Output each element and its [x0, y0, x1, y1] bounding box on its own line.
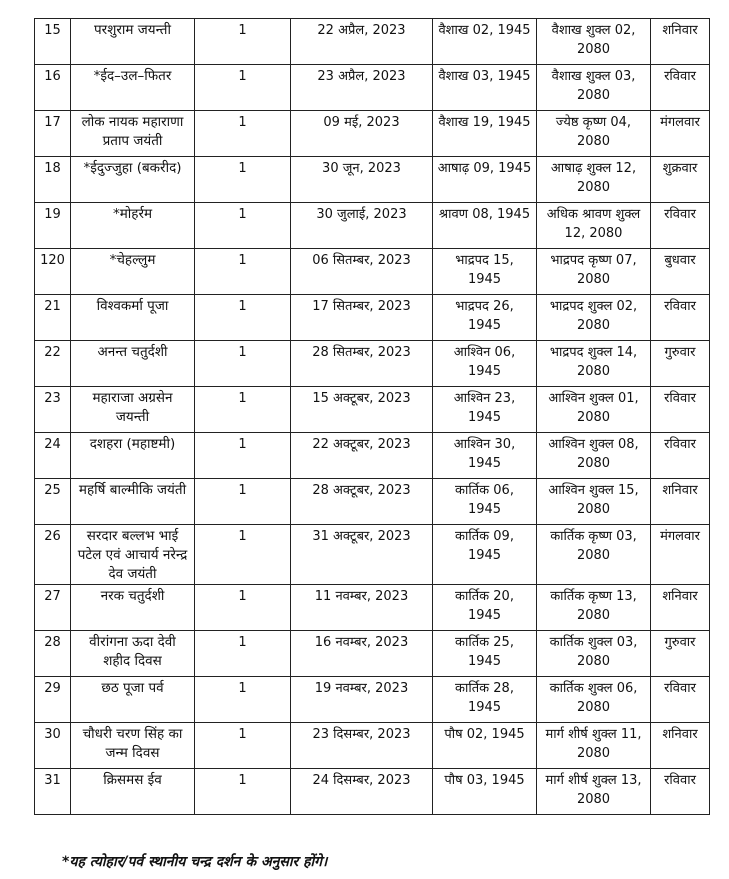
festival-name-cell: परशुराम जयन्ती [71, 19, 195, 65]
serial-number-cell: 22 [35, 341, 71, 387]
vikram-samvat-cell: अधिक श्रावण शुक्ल 12, 2080 [537, 203, 651, 249]
days-count-cell: 1 [195, 387, 291, 433]
vikram-samvat-cell: मार्ग शीर्ष शुक्ल 13, 2080 [537, 769, 651, 815]
gregorian-date-cell: 30 जुलाई, 2023 [291, 203, 433, 249]
vikram-samvat-cell: कार्तिक शुक्ल 03, 2080 [537, 631, 651, 677]
days-count-cell: 1 [195, 249, 291, 295]
table-row [35, 341, 710, 387]
table-row [35, 585, 710, 631]
table-row [35, 111, 710, 157]
festival-name-cell: नरक चतुर्दशी [71, 585, 195, 631]
weekday-cell: रविवार [651, 65, 710, 111]
saka-date-cell: कार्तिक 09, 1945 [433, 525, 537, 585]
vikram-samvat-cell: आश्विन शुक्ल 08, 2080 [537, 433, 651, 479]
festival-name-cell: *ईद–उल–फितर [71, 65, 195, 111]
weekday-cell: मंगलवार [651, 525, 710, 585]
gregorian-date-cell: 19 नवम्बर, 2023 [291, 677, 433, 723]
serial-number-cell: 26 [35, 525, 71, 585]
gregorian-date-cell: 31 अक्टूबर, 2023 [291, 525, 433, 585]
serial-number-cell: 17 [35, 111, 71, 157]
saka-date-cell: वैशाख 02, 1945 [433, 19, 537, 65]
serial-number-cell: 120 [35, 249, 71, 295]
weekday-cell: गुरुवार [651, 341, 710, 387]
vikram-samvat-cell: कार्तिक शुक्ल 06, 2080 [537, 677, 651, 723]
vikram-samvat-cell: भाद्रपद शुक्ल 14, 2080 [537, 341, 651, 387]
weekday-cell: शनिवार [651, 19, 710, 65]
gregorian-date-cell: 16 नवम्बर, 2023 [291, 631, 433, 677]
days-count-cell: 1 [195, 295, 291, 341]
serial-number-cell: 25 [35, 479, 71, 525]
saka-date-cell: भाद्रपद 26, 1945 [433, 295, 537, 341]
table-row [35, 433, 710, 479]
saka-date-cell: कार्तिक 28, 1945 [433, 677, 537, 723]
table-row [35, 769, 710, 815]
festival-name-cell: क्रिसमस ईव [71, 769, 195, 815]
table-row [35, 19, 710, 65]
weekday-cell: मंगलवार [651, 111, 710, 157]
table-row [35, 723, 710, 769]
table-row [35, 479, 710, 525]
saka-date-cell: आश्विन 30, 1945 [433, 433, 537, 479]
serial-number-cell: 23 [35, 387, 71, 433]
holiday-table [34, 18, 710, 815]
serial-number-cell: 21 [35, 295, 71, 341]
festival-name-cell: लोक नायक महाराणा प्रताप जयंती [71, 111, 195, 157]
serial-number-cell: 29 [35, 677, 71, 723]
weekday-cell: शनिवार [651, 585, 710, 631]
vikram-samvat-cell: आषाढ़ शुक्ल 12, 2080 [537, 157, 651, 203]
saka-date-cell: कार्तिक 25, 1945 [433, 631, 537, 677]
gregorian-date-cell: 28 अक्टूबर, 2023 [291, 479, 433, 525]
serial-number-cell: 28 [35, 631, 71, 677]
saka-date-cell: कार्तिक 20, 1945 [433, 585, 537, 631]
weekday-cell: रविवार [651, 769, 710, 815]
days-count-cell: 1 [195, 585, 291, 631]
saka-date-cell: पौष 02, 1945 [433, 723, 537, 769]
vikram-samvat-cell: कार्तिक कृष्ण 13, 2080 [537, 585, 651, 631]
festival-name-cell: चौधरी चरण सिंह का जन्म दिवस [71, 723, 195, 769]
gregorian-date-cell: 30 जून, 2023 [291, 157, 433, 203]
festival-name-cell: छठ पूजा पर्व [71, 677, 195, 723]
festival-name-cell: *मोहर्रम [71, 203, 195, 249]
weekday-cell: रविवार [651, 433, 710, 479]
days-count-cell: 1 [195, 341, 291, 387]
gregorian-date-cell: 11 नवम्बर, 2023 [291, 585, 433, 631]
table-row [35, 677, 710, 723]
weekday-cell: रविवार [651, 295, 710, 341]
saka-date-cell: श्रावण 08, 1945 [433, 203, 537, 249]
serial-number-cell: 19 [35, 203, 71, 249]
vikram-samvat-cell: भाद्रपद कृष्ण 07, 2080 [537, 249, 651, 295]
days-count-cell: 1 [195, 769, 291, 815]
saka-date-cell: भाद्रपद 15, 1945 [433, 249, 537, 295]
weekday-cell: शनिवार [651, 723, 710, 769]
table-row [35, 249, 710, 295]
days-count-cell: 1 [195, 111, 291, 157]
gregorian-date-cell: 09 मई, 2023 [291, 111, 433, 157]
vikram-samvat-cell: आश्विन शुक्ल 01, 2080 [537, 387, 651, 433]
days-count-cell: 1 [195, 433, 291, 479]
days-count-cell: 1 [195, 723, 291, 769]
saka-date-cell: आश्विन 06, 1945 [433, 341, 537, 387]
weekday-cell: रविवार [651, 387, 710, 433]
days-count-cell: 1 [195, 19, 291, 65]
weekday-cell: गुरुवार [651, 631, 710, 677]
gregorian-date-cell: 06 सितम्बर, 2023 [291, 249, 433, 295]
gregorian-date-cell: 23 दिसम्बर, 2023 [291, 723, 433, 769]
serial-number-cell: 16 [35, 65, 71, 111]
festival-name-cell: दशहरा (महाष्टमी) [71, 433, 195, 479]
table-row [35, 203, 710, 249]
serial-number-cell: 18 [35, 157, 71, 203]
saka-date-cell: पौष 03, 1945 [433, 769, 537, 815]
table-row [35, 295, 710, 341]
vikram-samvat-cell: वैशाख शुक्ल 02, 2080 [537, 19, 651, 65]
table-row [35, 525, 710, 585]
gregorian-date-cell: 22 अप्रैल, 2023 [291, 19, 433, 65]
table-row [35, 387, 710, 433]
serial-number-cell: 15 [35, 19, 71, 65]
days-count-cell: 1 [195, 65, 291, 111]
saka-date-cell: वैशाख 03, 1945 [433, 65, 537, 111]
vikram-samvat-cell: मार्ग शीर्ष शुक्ल 11, 2080 [537, 723, 651, 769]
weekday-cell: शनिवार [651, 479, 710, 525]
days-count-cell: 1 [195, 525, 291, 585]
days-count-cell: 1 [195, 157, 291, 203]
festival-name-cell: महाराजा अग्रसेन जयन्ती [71, 387, 195, 433]
serial-number-cell: 27 [35, 585, 71, 631]
table-row [35, 631, 710, 677]
weekday-cell: बुधवार [651, 249, 710, 295]
gregorian-date-cell: 22 अक्टूबर, 2023 [291, 433, 433, 479]
gregorian-date-cell: 24 दिसम्बर, 2023 [291, 769, 433, 815]
weekday-cell: रविवार [651, 677, 710, 723]
festival-name-cell: वीरांगना ऊदा देवी शहीद दिवस [71, 631, 195, 677]
weekday-cell: शुक्रवार [651, 157, 710, 203]
vikram-samvat-cell: ज्येष्ठ कृष्ण 04, 2080 [537, 111, 651, 157]
weekday-cell: रविवार [651, 203, 710, 249]
festival-name-cell: सरदार बल्लभ भाई पटेल एवं आचार्य नरेन्द्र देव जयंती [71, 525, 195, 585]
vikram-samvat-cell: वैशाख शुक्ल 03, 2080 [537, 65, 651, 111]
table-row [35, 157, 710, 203]
gregorian-date-cell: 28 सितम्बर, 2023 [291, 341, 433, 387]
saka-date-cell: वैशाख 19, 1945 [433, 111, 537, 157]
days-count-cell: 1 [195, 677, 291, 723]
festival-name-cell: *ईदुज्जुहा (बकरीद) [71, 157, 195, 203]
festival-name-cell: *चेहल्लुम [71, 249, 195, 295]
gregorian-date-cell: 23 अप्रैल, 2023 [291, 65, 433, 111]
saka-date-cell: आषाढ़ 09, 1945 [433, 157, 537, 203]
gregorian-date-cell: 15 अक्टूबर, 2023 [291, 387, 433, 433]
festival-name-cell: महर्षि बाल्मीकि जयंती [71, 479, 195, 525]
vikram-samvat-cell: आश्विन शुक्ल 15, 2080 [537, 479, 651, 525]
saka-date-cell: आश्विन 23, 1945 [433, 387, 537, 433]
serial-number-cell: 24 [35, 433, 71, 479]
days-count-cell: 1 [195, 203, 291, 249]
days-count-cell: 1 [195, 631, 291, 677]
table-row [35, 65, 710, 111]
vikram-samvat-cell: भाद्रपद शुक्ल 02, 2080 [537, 295, 651, 341]
festival-name-cell: अनन्त चतुर्दशी [71, 341, 195, 387]
serial-number-cell: 30 [35, 723, 71, 769]
gregorian-date-cell: 17 सितम्बर, 2023 [291, 295, 433, 341]
footnote: *यह त्योहार/पर्व स्थानीय चन्द्र दर्शन के अनुसार होंगे। [62, 854, 328, 870]
festival-name-cell: विश्वकर्मा पूजा [71, 295, 195, 341]
serial-number-cell: 31 [35, 769, 71, 815]
saka-date-cell: कार्तिक 06, 1945 [433, 479, 537, 525]
vikram-samvat-cell: कार्तिक कृष्ण 03, 2080 [537, 525, 651, 585]
days-count-cell: 1 [195, 479, 291, 525]
